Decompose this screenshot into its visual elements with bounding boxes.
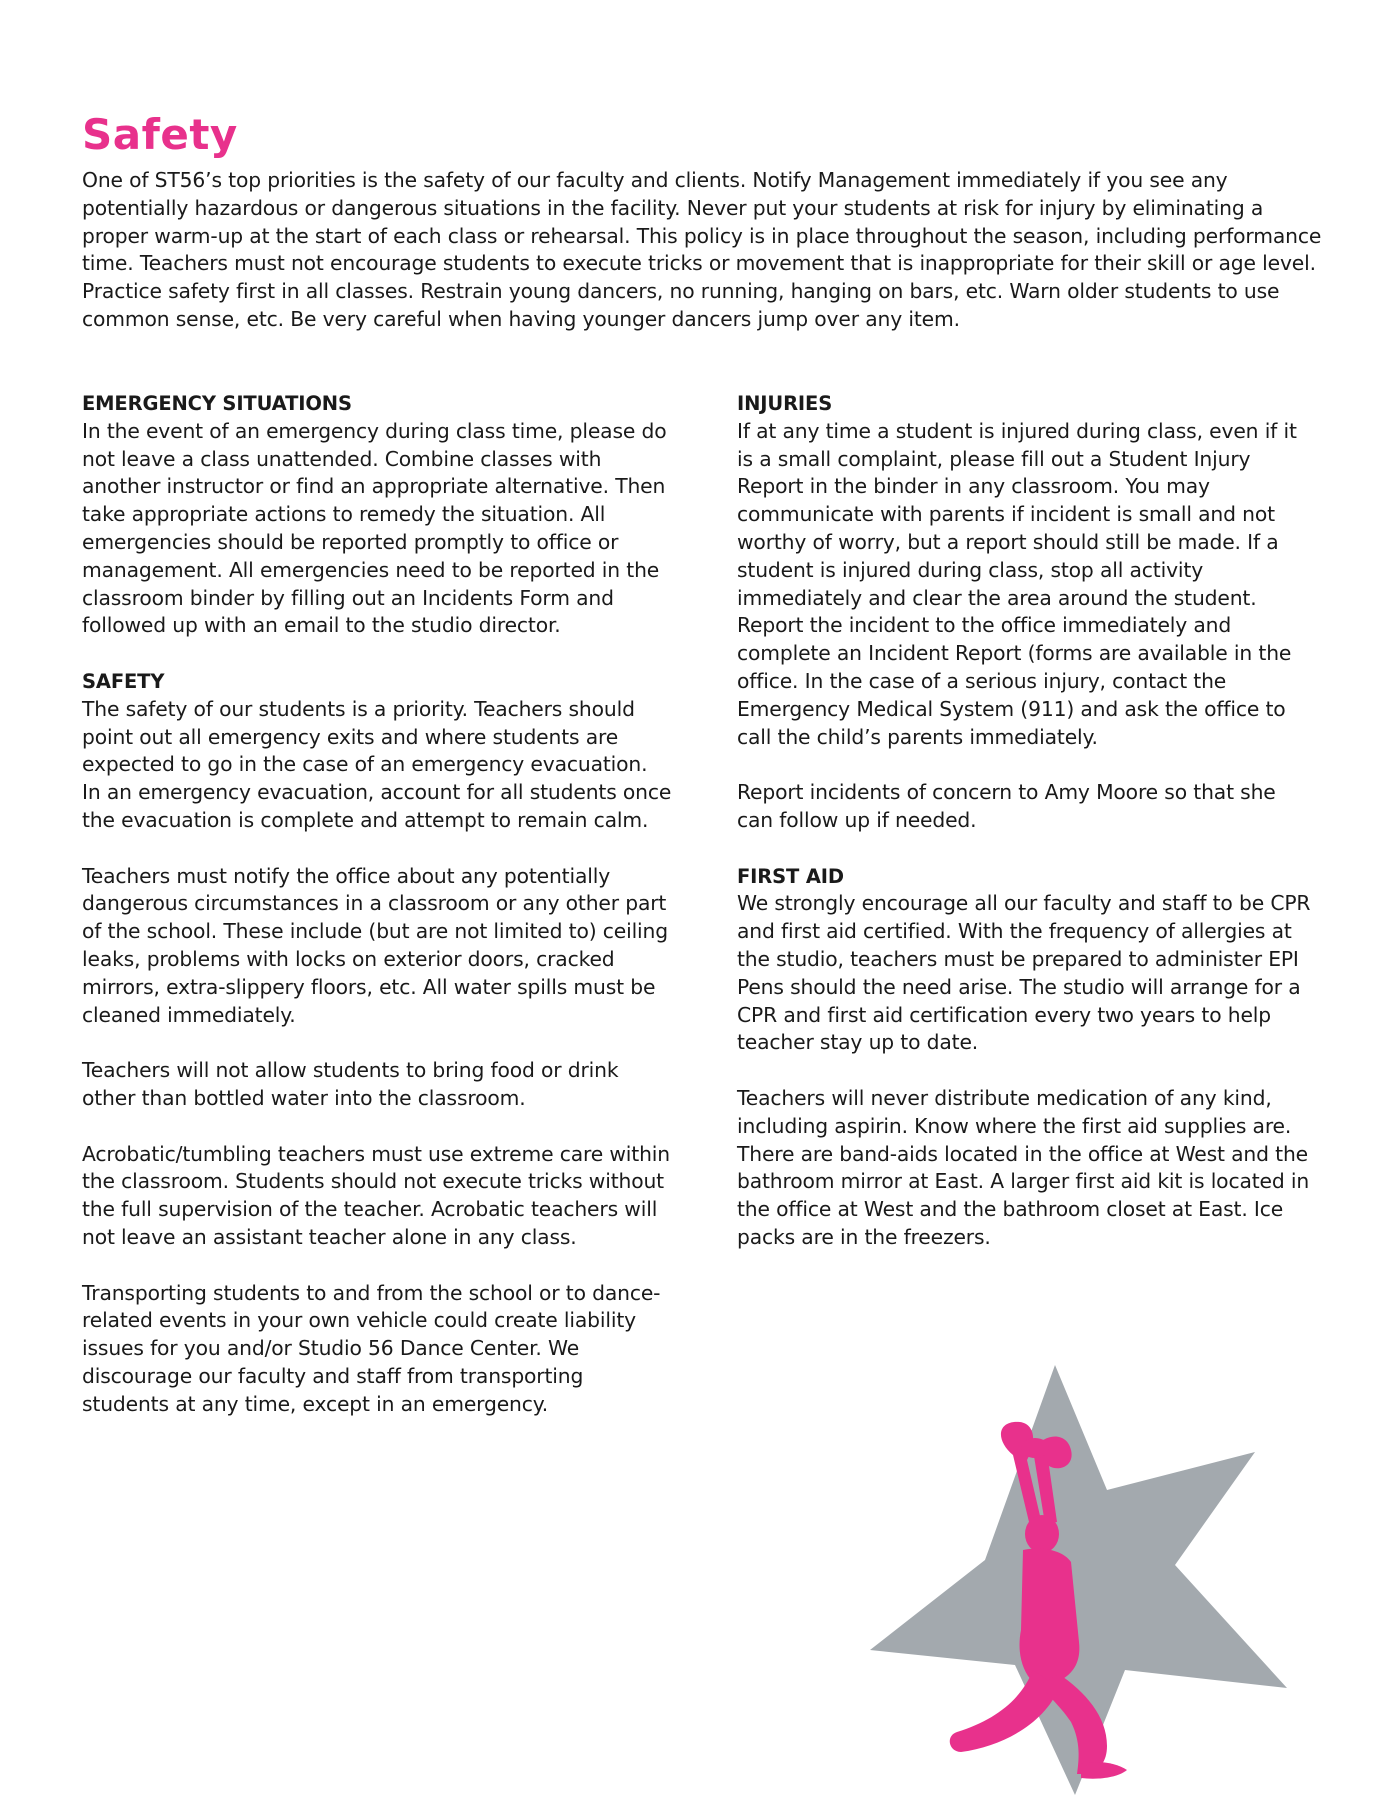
safety-paragraph: The safety of our students is a priority. Teachers should point out all emergency exits and where students are expected to go in the case of an emergency evacuation. In an emergency evacuation, account for all students once the evacuation is complete and attempt to remain calm. <box>82 696 672 832</box>
dancer-star-logo-icon <box>845 1290 1345 1795</box>
injuries-paragraph: Report incidents of concern to Amy Moore so that she can follow up if needed. <box>737 780 1276 832</box>
safety-paragraph: Transporting students to and from the school or to dance-related events in your own vehicle could create liability issues for you and/or Studio 56 Dance Center. We discourage our faculty and staff from transporting students at any time, except in an emergency. <box>82 1280 661 1416</box>
emergency-situations-heading: EMERGENCY SITUATIONS <box>82 392 352 415</box>
emergency-situations-body: In the event of an emergency during class time, please do not leave a class unattended. Combine classes with another instructor or find an appropriate alternative. Then take appropriate actions to remedy the situation. All emergencies should be reported promptly to office or management. All emergencies need to be reported in the classroom binder by filling out an Incidents Form and followed up with an email to the studio director. <box>82 418 667 638</box>
page-title: Safety <box>82 110 238 159</box>
first-aid-heading: FIRST AID <box>737 864 844 888</box>
safety-paragraph: Teachers will not allow students to bring food or drink other than bottled water into the classroom. <box>82 1058 619 1110</box>
left-column <box>82 390 672 1446</box>
first-aid-paragraph: We strongly encourage all our faculty and staff to be CPR and first aid certified. With the frequency of allergies at the studio, teachers must be prepared to administer EPI Pens should the need arise. The studio will arrange for a CPR and first aid certification every two years to help teacher stay up to date. <box>737 891 1311 1055</box>
intro-paragraph: One of ST56’s top priorities is the safety of our faculty and clients. Notify Management immediately if you see any potentially hazardous or dangerous situations in the facility. Never put your students at risk for injury by eliminating a proper warm-up at the start of each class or rehearsal. This policy is in place throughout the season, including performance time. Teachers must not encourage students to execute tricks or movement that is inappropriate for their skill or age level. Practice safety first in all classes. Restrain young dancers, no running, hanging on bars, etc. Warn older students to use common sense, etc. Be very careful when having younger dancers jump over any item. <box>82 168 1322 331</box>
right-column <box>737 390 1317 1280</box>
safety-paragraph: Acrobatic/tumbling teachers must use extreme care within the classroom. Students should not execute tricks without the full supervision of the teacher. Acrobatic teachers will not leave an assistant teacher alone in any class. <box>82 1141 670 1249</box>
safety-paragraph: Teachers must notify the office about any potentially dangerous circumstances in a classroom or any other part of the school. These include (but are not limited to) ceiling leaks, problems with locks on exterior doors, cracked mirrors, extra-slippery floors, etc. All water spills must be cleaned immediately. <box>82 863 668 1027</box>
injuries-heading: INJURIES <box>737 392 833 415</box>
first-aid-paragraph: Teachers will never distribute medication of any kind, including aspirin. Know where the first aid supplies are. There are band-aids located in the office at West and the bathroom mirror at East. A larger first aid kit is located in the office at West and the bathroom closet at East. Ice packs are in the freezers. <box>737 1085 1310 1249</box>
safety-heading: SAFETY <box>82 669 165 693</box>
injuries-paragraph: If at any time a student is injured during class, even if it is a small complaint, please fill out a Student Injury Report in the binder in any classroom. You may communicate with parents if incident is small and not worthy of worry, but a report should still be made. If a student is injured during class, stop all activity immediately and clear the area around the student. Report the incident to the office immediately and complete an Incident Report (forms are available in the office. In the case of a serious injury, contact the Emergency Medical System (911) and ask the office to call the child’s parents immediately. <box>737 418 1297 749</box>
